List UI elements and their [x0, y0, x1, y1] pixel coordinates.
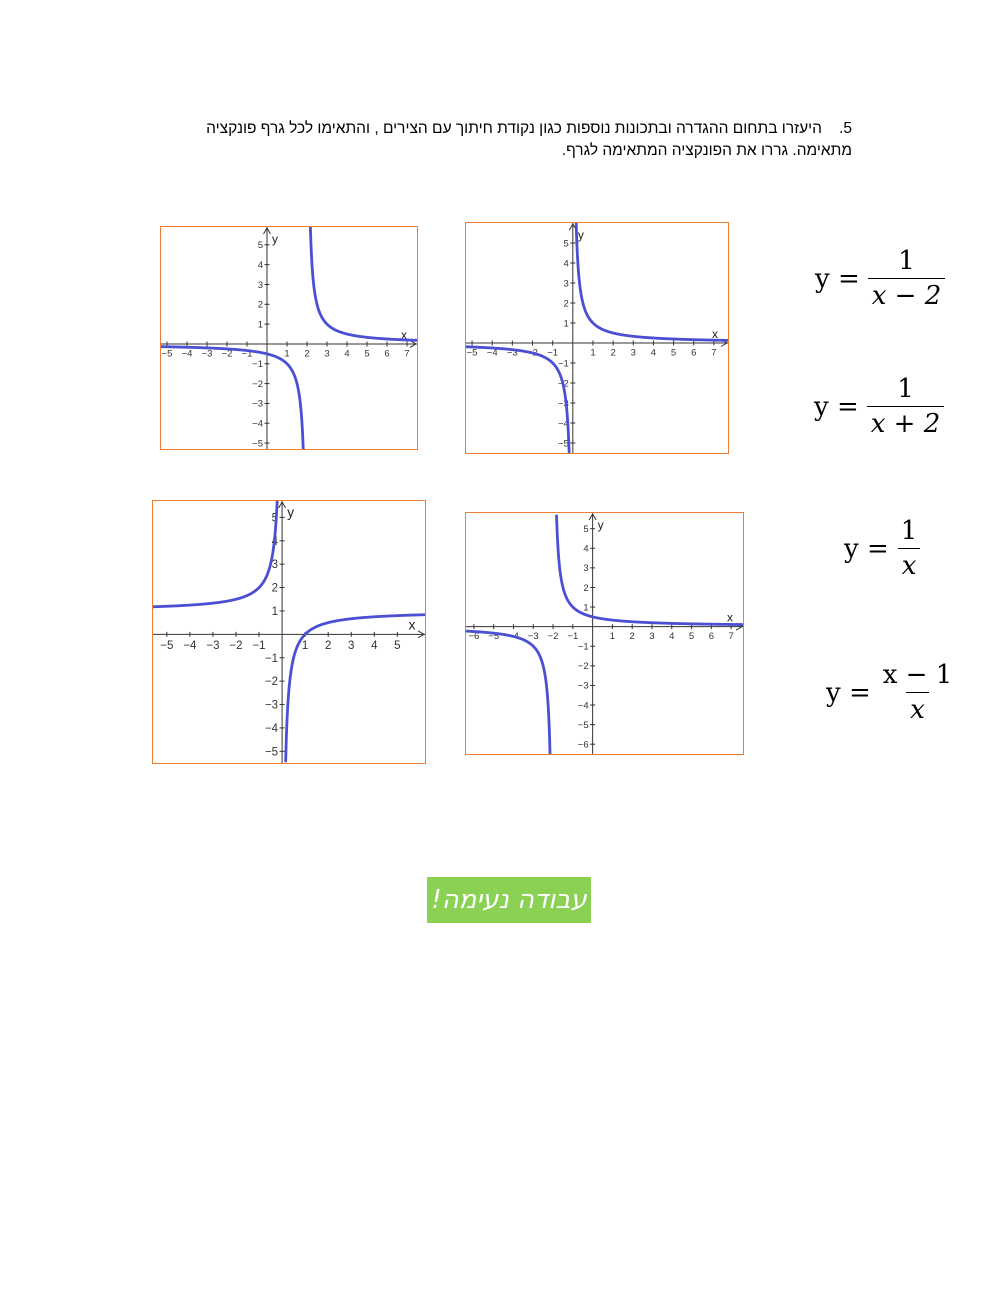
done-button[interactable]: עבודה נעימה! — [427, 877, 591, 923]
y-tick-label: 3 — [271, 559, 279, 572]
x-axis-label: x — [401, 327, 407, 342]
y-tick-label: −1 — [557, 358, 569, 370]
graph-plot — [153, 501, 425, 763]
formula-lhs: y = — [815, 263, 860, 294]
y-tick-label: −1 — [577, 641, 589, 653]
instructions-text: היעזרו בתחום ההגדרה ובתכונות נוספות כגון נקודת חיתוך עם הצירים , והתאימו לכל גרף פונקציה מתאימה. גררו את הפונקציה המתאימה לגרף. — [206, 120, 852, 159]
formula-lhs: y = — [814, 391, 859, 422]
x-tick-label: −2 — [229, 639, 243, 652]
y-tick-label: 2 — [583, 582, 589, 594]
y-tick-label: −4 — [557, 418, 569, 430]
formula-x-minus-1-over-x[interactable] — [826, 660, 956, 725]
y-tick-label: 1 — [583, 602, 589, 614]
x-tick-label: 5 — [688, 631, 695, 643]
graph-top-left[interactable] — [160, 226, 418, 450]
graph-plot — [466, 223, 728, 453]
x-tick-label: 1 — [301, 639, 309, 652]
y-tick-label: 4 — [271, 535, 279, 548]
y-tick-label: −5 — [557, 438, 569, 450]
curve-left-branch — [153, 501, 277, 607]
x-tick-label: 3 — [324, 348, 330, 360]
y-tick-label: −5 — [264, 746, 279, 759]
y-tick-label: −2 — [252, 378, 263, 390]
y-tick-label: 2 — [271, 582, 279, 595]
x-tick-label: 4 — [669, 631, 675, 643]
y-axis-label: y — [287, 504, 295, 520]
y-tick-label: 1 — [563, 318, 569, 330]
y-tick-label: 2 — [257, 299, 263, 311]
formula-1-over-x-minus-2[interactable] — [815, 246, 945, 311]
graph-bottom-left[interactable] — [152, 500, 426, 764]
fraction — [897, 516, 922, 581]
curve-right-branch — [310, 227, 417, 340]
x-tick-label: −1 — [547, 347, 559, 359]
formula-denominator: x — [906, 692, 929, 725]
graph-top-right[interactable] — [465, 222, 729, 454]
x-tick-label: 3 — [630, 347, 636, 359]
x-tick-label: 6 — [691, 347, 697, 359]
y-tick-label: −1 — [264, 652, 279, 665]
graph-plot — [161, 227, 417, 449]
y-tick-label: −6 — [577, 739, 589, 751]
curve-left-branch — [466, 631, 550, 754]
x-tick-label: −5 — [160, 639, 174, 652]
y-axis-label: y — [597, 518, 604, 532]
formula-numerator: x − 1 — [882, 660, 953, 690]
y-axis-label: y — [272, 232, 278, 246]
curve-left-branch — [161, 347, 303, 449]
y-tick-label: 4 — [563, 258, 569, 270]
formula-denominator: x + 2 — [867, 406, 945, 439]
y-tick-label: 3 — [563, 278, 569, 290]
x-tick-label: −5 — [161, 348, 173, 360]
x-tick-label: 2 — [324, 639, 332, 652]
y-tick-label: 1 — [271, 605, 279, 618]
x-tick-label: 2 — [629, 631, 635, 643]
x-tick-label: −2 — [221, 348, 233, 360]
formula-1-over-x[interactable] — [844, 516, 921, 581]
instructions — [150, 118, 852, 162]
x-tick-label: −4 — [181, 348, 193, 360]
x-tick-label: 2 — [304, 348, 310, 360]
fraction — [879, 660, 957, 725]
x-tick-label: 5 — [364, 348, 370, 360]
y-tick-label: −4 — [252, 418, 263, 430]
x-tick-label: −4 — [183, 639, 197, 652]
x-tick-label: −4 — [508, 631, 519, 643]
formula-numerator: 1 — [900, 516, 918, 546]
x-axis-label: x — [727, 610, 733, 625]
y-tick-label: 5 — [563, 238, 569, 250]
x-tick-label: −5 — [466, 347, 478, 359]
formula-numerator: 1 — [898, 246, 915, 276]
x-tick-label: 5 — [670, 347, 677, 359]
x-tick-label: 3 — [649, 631, 655, 643]
y-tick-label: −2 — [577, 661, 589, 673]
y-axis-label: y — [577, 228, 584, 242]
x-tick-label: −3 — [527, 631, 539, 643]
formula-denominator: x − 2 — [868, 278, 946, 311]
y-tick-label: 1 — [257, 319, 263, 331]
y-tick-label: 4 — [583, 543, 589, 555]
formula-lhs: y = — [826, 677, 871, 708]
x-tick-label: 1 — [609, 631, 616, 643]
y-tick-label: 2 — [563, 298, 569, 310]
x-tick-label: −2 — [547, 631, 559, 643]
x-tick-label: −5 — [488, 631, 500, 643]
x-tick-label: 5 — [394, 639, 401, 652]
x-tick-label: 1 — [590, 347, 596, 359]
formula-lhs: y = — [844, 533, 889, 564]
graph-plot — [466, 513, 743, 754]
x-tick-label: −3 — [206, 639, 220, 652]
graph-bottom-right[interactable] — [465, 512, 744, 755]
formula-numerator: 1 — [897, 374, 914, 404]
x-tick-label: 3 — [348, 639, 355, 652]
x-axis-label: x — [712, 327, 718, 341]
formula-denominator: x — [898, 548, 921, 581]
y-tick-label: −4 — [577, 700, 589, 712]
x-tick-label: 7 — [711, 347, 717, 359]
y-tick-label: −3 — [557, 398, 569, 410]
x-tick-label: −4 — [486, 347, 498, 359]
y-tick-label: 5 — [583, 523, 589, 535]
curve-right-branch — [286, 615, 425, 761]
y-tick-label: −5 — [252, 438, 263, 449]
y-tick-label: 5 — [257, 240, 263, 252]
x-tick-label: −1 — [252, 639, 266, 652]
y-tick-label: 4 — [257, 259, 263, 271]
x-tick-label: 4 — [650, 347, 657, 359]
x-tick-label: 7 — [404, 348, 410, 360]
y-tick-label: −5 — [577, 719, 589, 731]
y-tick-label: 5 — [271, 512, 279, 525]
y-tick-label: −3 — [577, 680, 589, 692]
x-tick-label: 2 — [610, 347, 616, 359]
y-tick-label: −1 — [252, 359, 263, 371]
x-tick-label: −3 — [201, 348, 213, 360]
y-tick-label: 3 — [257, 279, 263, 291]
x-tick-label: −6 — [468, 631, 480, 643]
curve-left-branch — [466, 347, 569, 453]
x-tick-label: 6 — [384, 348, 390, 360]
fraction — [868, 246, 946, 311]
x-tick-label: 6 — [708, 631, 714, 643]
x-tick-label: −3 — [506, 347, 518, 359]
x-tick-label: 4 — [371, 639, 378, 652]
x-tick-label: −2 — [527, 347, 538, 359]
x-tick-label: 4 — [344, 348, 350, 360]
y-tick-label: −3 — [264, 699, 279, 712]
x-axis-label: x — [408, 616, 416, 633]
formula-1-over-x-plus-2[interactable] — [814, 374, 944, 439]
fraction — [867, 374, 945, 439]
y-tick-label: −4 — [264, 722, 279, 735]
x-tick-label: −1 — [241, 348, 253, 360]
question-number: 5. — [839, 120, 852, 137]
y-tick-label: −3 — [252, 398, 263, 410]
y-tick-label: −2 — [557, 378, 569, 390]
x-tick-label: 1 — [284, 348, 290, 360]
x-tick-label: −1 — [567, 631, 579, 643]
curve-right-branch — [576, 224, 728, 341]
x-tick-label: 7 — [728, 631, 734, 643]
y-tick-label: 3 — [583, 563, 589, 575]
y-tick-label: −2 — [264, 676, 279, 689]
